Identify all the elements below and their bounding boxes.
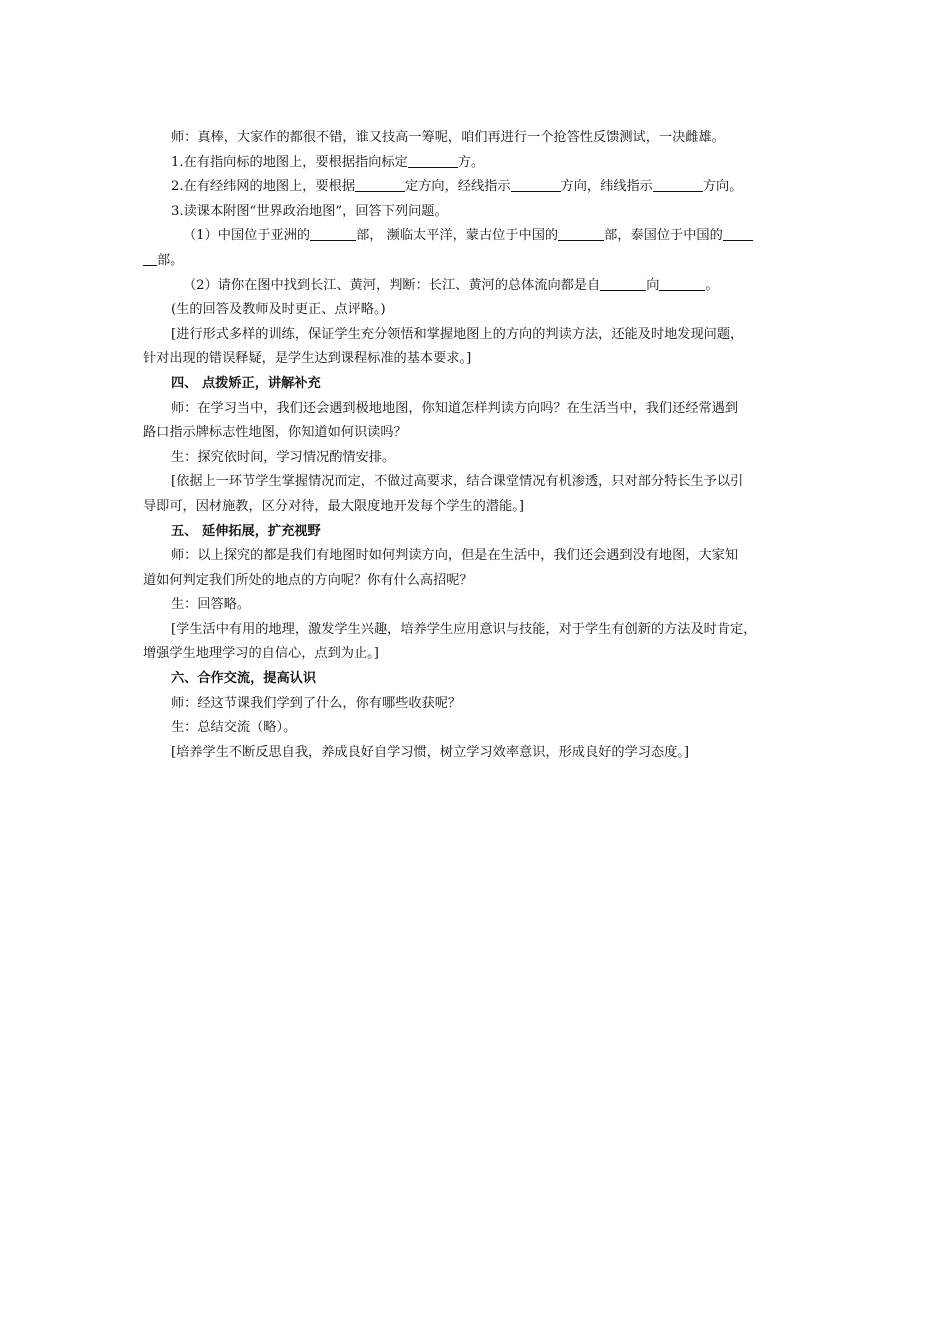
question-3-2 — [143, 274, 818, 299]
question-3-1 — [143, 224, 818, 249]
paragraph-student-5: 生：回答略。 — [171, 597, 251, 613]
section-heading-6: 六、合作交流，提高认识 — [171, 671, 317, 687]
question-1-text-b: 方。 — [457, 154, 485, 170]
answer-blank — [558, 226, 604, 241]
paragraph-teacher-4: 师：在学习当中，我们还会遇到极地地图，你知道怎样判读方向吗？在生活当中，我们还经常遇到 — [171, 400, 739, 416]
paragraph-teacher-5-continued: 道如何判定我们所处的地点的方向呢？你有什么高招呢？ — [143, 572, 473, 588]
question-3-1-text-b: 部， 濒临太平洋，蒙古位于中国的 — [356, 228, 559, 244]
question-3-1-text-d: 部。 — [157, 252, 184, 268]
paragraph-comment-4: [依据上一环节学生掌握情况而定，不做过高要求，结合课堂情况有机渗透，只对部分特长生予以引 — [171, 474, 744, 490]
question-1-text-a: 1.在有指向标的地图上，要根据指向标定 — [171, 154, 408, 170]
paragraph-teacher-praise: 师：真棒，大家作的都很不错，谁又技高一筹呢，咱们再进行一个抢答性反馈测试，一决雌雄。 — [171, 130, 725, 145]
paragraph-comment-4-continued: 导即可，因材施教，区分对待，最大限度地开发每个学生的潜能。] — [143, 498, 524, 514]
paragraph-comment-5: [学生活中有用的地理，激发学生兴趣，培养学生应用意识与技能，对于学生有创新的方法及时肯定， — [171, 621, 757, 637]
question-1 — [143, 151, 818, 176]
question-2-text-b: 定方向，经线指示 — [405, 179, 511, 195]
paragraph-teacher-6: 师：经这节课我们学到了什么，你有哪些收获呢？ — [171, 695, 462, 711]
paragraph-comment-6: [培养学生不断反思自我，养成良好自学习惯，树立学习效率意识，形成良好的学习态度。] — [171, 744, 689, 760]
paragraph-teacher-5: 师：以上探究的都是我们有地图时如何判读方向，但是在生活中，我们还会遇到没有地图，大家知 — [171, 548, 739, 564]
paragraph-comment-5-continued: 增强学生地理学习的自信心，点到为止。] — [143, 646, 379, 662]
answer-blank — [310, 226, 356, 241]
answer-blank — [653, 177, 703, 192]
answer-blank — [143, 251, 157, 266]
section-heading-5: 五、 延伸拓展，扩充视野 — [171, 523, 321, 539]
question-2-text-d: 方向。 — [702, 179, 743, 195]
question-3-1-continued — [143, 249, 818, 274]
question-3-1-text-a: （1）中国位于亚洲的 — [183, 228, 311, 244]
answer-blank — [408, 153, 458, 168]
document-body — [143, 126, 818, 765]
answer-blank — [511, 177, 561, 192]
question-3-2-text-a: （2）请你在图中找到长江、黄河，判断：长江、黄河的总体流向都是自 — [183, 277, 601, 293]
question-2 — [143, 175, 818, 200]
answer-blank — [355, 177, 405, 192]
answer-blank — [600, 276, 646, 291]
section-heading-4: 四、 点拨矫正，讲解补充 — [171, 375, 321, 391]
question-3-1-text-c: 部，泰国位于中国的 — [604, 228, 723, 244]
paragraph-comment-1-continued: 针对出现的错误释疑，是学生达到课程标准的基本要求。] — [143, 351, 472, 367]
paragraph-comment-1: [进行形式多样的训练，保证学生充分领悟和掌握地图上的方向的判读方法，还能及时地发现问题， — [171, 326, 744, 342]
question-3-2-text-b: 向 — [646, 277, 660, 293]
paragraph-teacher-4-continued: 路口指示牌标志性地图，你知道如何识读吗？ — [143, 425, 407, 441]
question-2-text-a: 2.在有经纬网的地图上，要根据 — [171, 179, 356, 195]
question-3: 3.读课本附图“世界政治地图”，回答下列问题。 — [171, 203, 448, 219]
paragraph-answer-note: (生的回答及教师及时更正、点评略。) — [171, 302, 386, 318]
answer-blank — [723, 226, 753, 241]
question-2-text-c: 方向，纬线指示 — [560, 179, 653, 195]
answer-blank — [659, 276, 705, 291]
paragraph-student-4: 生：探究依时间，学习情况酌情安排。 — [171, 449, 396, 465]
question-3-2-text-c: 。 — [705, 277, 719, 293]
paragraph-student-6: 生：总结交流（略）。 — [171, 720, 297, 736]
